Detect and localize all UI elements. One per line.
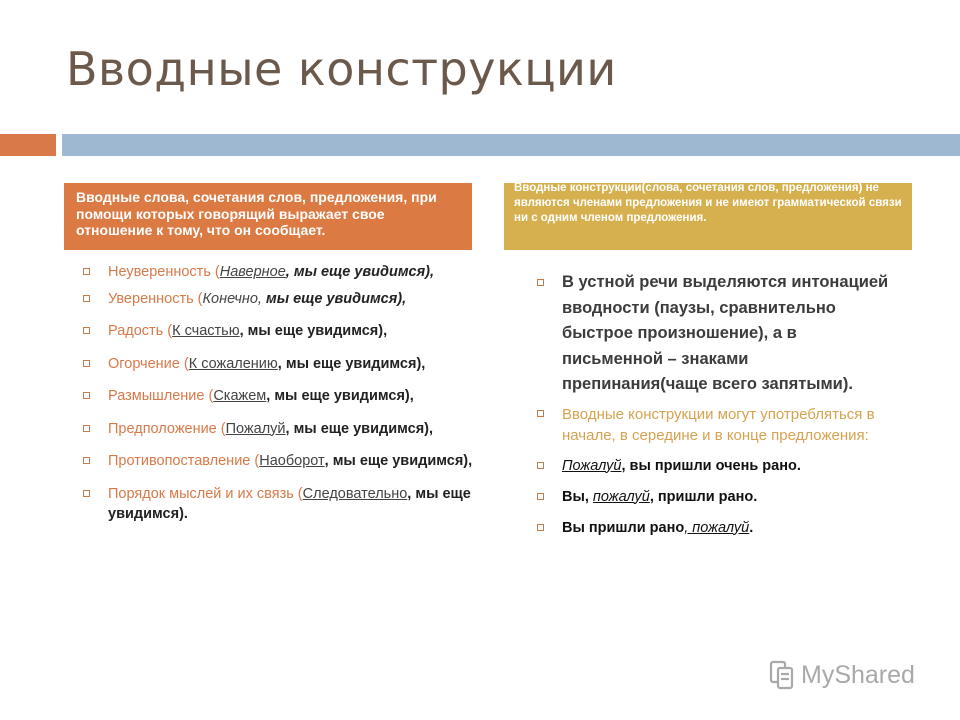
list-item: [528, 270, 898, 398]
bullet-icon: [83, 268, 90, 275]
emotion-category: Предположение (: [108, 420, 226, 437]
bullet-icon: [83, 490, 90, 497]
bullet-icon: [83, 457, 90, 464]
left-list: [74, 262, 474, 525]
bullet-icon: [83, 360, 90, 367]
example-before: Вы,: [562, 488, 593, 505]
bullet-icon: [83, 392, 90, 399]
emotion-category: Противопоставление (: [108, 453, 260, 469]
example-after: .: [749, 519, 754, 536]
bullet-icon: [537, 524, 544, 531]
introductory-word: К счастью: [172, 323, 240, 339]
example-rest: , мы еще увидимся),: [239, 323, 388, 339]
introductory-word: Скажем: [213, 388, 267, 404]
emotion-category: Порядок мыслей и их связь (: [108, 485, 303, 502]
right-list: [528, 270, 898, 549]
list-item: [74, 289, 474, 310]
accent-bar-blue: [62, 134, 960, 156]
bullet-icon: [83, 327, 90, 334]
example-rest: , мы еще увидимся),: [266, 388, 414, 404]
example-after: , вы пришли очень рано.: [621, 457, 801, 474]
list-item: [528, 518, 898, 538]
right-header-text: Вводные конструкции(слова, сочетания слов, предложения) не являются членами предложения и не имеют грамматической связи ни с одним членом предложения.: [514, 183, 902, 224]
accent-bar-orange: [0, 134, 56, 156]
emotion-category: Огорчение (: [108, 355, 189, 372]
list-item: [74, 419, 474, 440]
position-rule: Вводные конструкции могут употребляться в начале, в середине и в конце предложения:: [562, 405, 875, 444]
introductory-word: Пожалуй: [562, 457, 622, 474]
emotion-category: Уверенность (: [108, 290, 203, 307]
introductory-word: Следовательно: [302, 485, 408, 502]
left-header-box: [64, 183, 472, 250]
list-item: [74, 262, 474, 283]
list-item: [74, 484, 474, 525]
introductory-word: Наоборот: [259, 453, 325, 469]
example-rest: , мы еще увидимся).: [108, 485, 471, 522]
example-rest: , мы еще увидимся),: [277, 355, 426, 372]
slide-title: Вводные конструкции: [66, 42, 617, 96]
bullet-icon: [83, 295, 90, 302]
bullet-icon: [537, 279, 544, 286]
list-item: [528, 487, 898, 507]
emotion-category: Размышление (: [108, 388, 214, 404]
emotion-category: Радость (: [108, 323, 173, 339]
bullet-icon: [537, 493, 544, 500]
introductory-word: Конечно,: [202, 290, 266, 307]
bullet-icon: [83, 425, 90, 432]
example-before: Вы пришли рано: [562, 519, 685, 536]
bullet-icon: [537, 462, 544, 469]
bullet-icon: [537, 410, 544, 417]
list-item: [74, 354, 474, 375]
right-header-box: [504, 183, 912, 250]
oral-speech-rule: В устной речи выделяются интонацией вводности (паузы, сравнительно быстрое произношение), а в письменной – знаками препинания(чаще всего запятыми).: [562, 273, 889, 393]
list-item: [528, 456, 898, 476]
example-rest: , мы еще увидимся),: [285, 420, 434, 437]
myshared-watermark: [767, 655, 957, 695]
list-item: [74, 386, 474, 407]
list-item: [74, 451, 474, 472]
introductory-word: К сожалению: [188, 355, 278, 372]
left-header-text: Вводные слова, сочетания слов, предложения, при помощи которых говорящий выражает свое отношение к тому, что он сообщает.: [76, 189, 437, 238]
list-item: [74, 321, 474, 342]
list-item: [528, 404, 898, 447]
introductory-word: , пожалуй: [684, 519, 750, 536]
svg-text:MyShared: MyShared: [801, 661, 915, 689]
introductory-word: пожалуй: [592, 488, 650, 505]
emotion-category: Неуверенность (: [108, 264, 220, 280]
example-after: , пришли рано.: [649, 488, 758, 505]
introductory-word: Пожалуй: [225, 420, 286, 437]
example-rest: , мы еще увидимся),: [324, 453, 473, 469]
example-rest: , мы еще увидимся),: [285, 264, 435, 280]
example-rest: мы еще увидимся),: [265, 290, 407, 307]
introductory-word: Наверное: [219, 264, 286, 280]
